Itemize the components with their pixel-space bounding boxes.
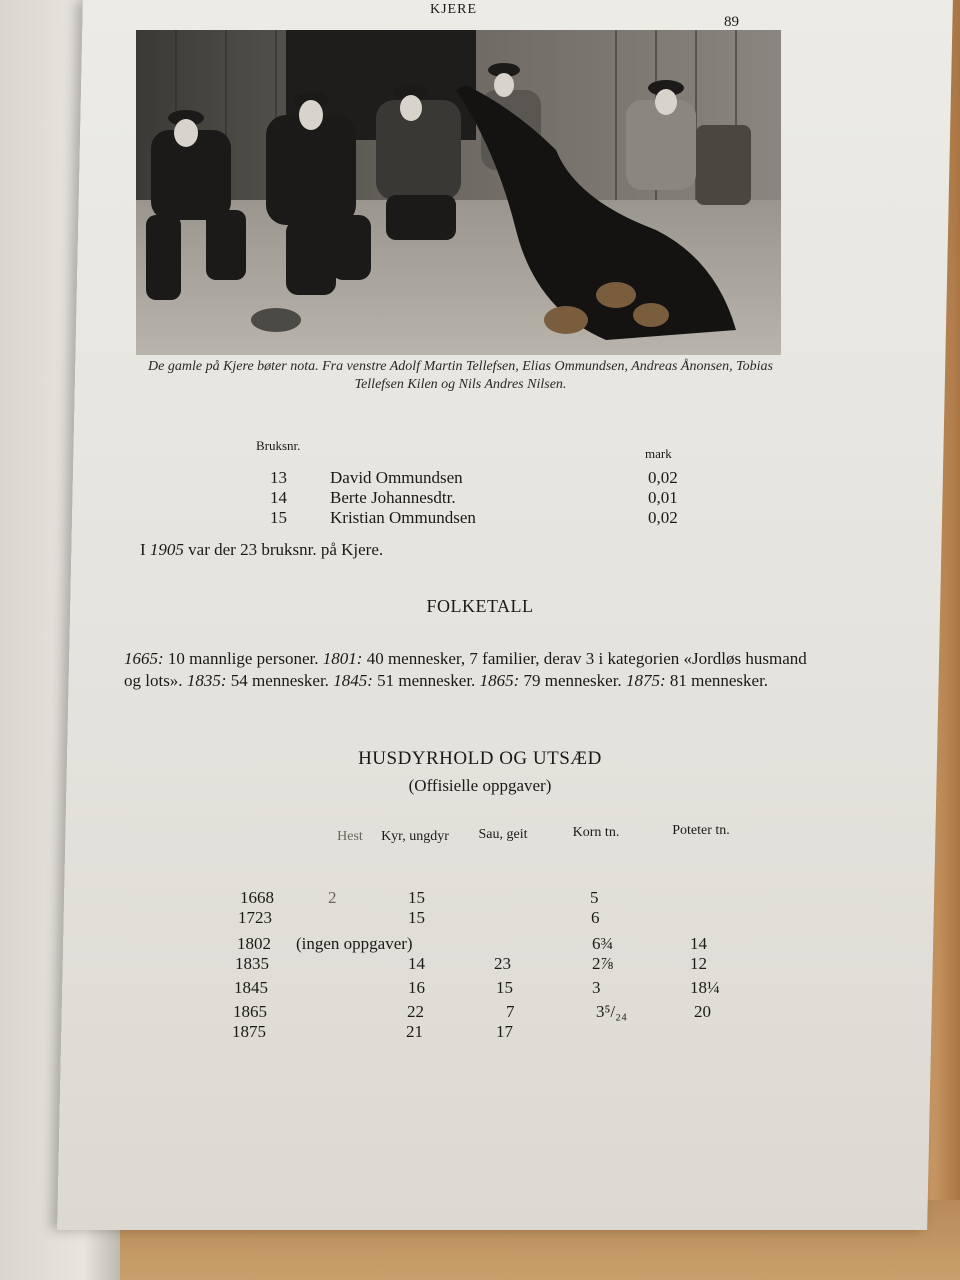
bruksnr-header: Bruksnr. bbox=[256, 438, 301, 453]
cell-kyr: 21 bbox=[406, 1022, 423, 1041]
col-header-korn: Korn tn. bbox=[572, 825, 620, 840]
cell-poteter: 20 bbox=[694, 1002, 711, 1021]
owner-name: David Ommundsen bbox=[330, 468, 463, 487]
cell-korn: 3⁵/₂₄ bbox=[596, 1002, 628, 1021]
cell-kyr: 14 bbox=[408, 954, 425, 973]
row-year: 1865 bbox=[233, 1002, 267, 1021]
folk-year: 1835: bbox=[186, 671, 227, 690]
line-1905 bbox=[140, 540, 383, 560]
row-year: 1723 bbox=[238, 908, 272, 927]
mark-value: 0,02 bbox=[648, 508, 678, 527]
row-year: 1845 bbox=[234, 978, 268, 997]
folk-year: 1801: bbox=[322, 649, 363, 668]
cell-korn: 6 bbox=[591, 908, 600, 927]
photograph bbox=[136, 30, 781, 355]
col-header-hest: Hest bbox=[337, 829, 363, 844]
col-header-poteter: Poteter tn. bbox=[672, 823, 730, 838]
cell-note: (ingen oppgaver) bbox=[296, 934, 413, 953]
line-1905-rest: var der 23 bruksnr. på Kjere. bbox=[183, 540, 384, 559]
table-row bbox=[0, 978, 960, 1000]
heading-folketall: FOLKETALL bbox=[426, 596, 534, 616]
cell-poteter: 12 bbox=[690, 954, 707, 973]
running-head: KJERE bbox=[430, 2, 477, 17]
bruks-row bbox=[270, 468, 700, 488]
cell-korn: 5 bbox=[590, 888, 599, 907]
cell-sau: 15 bbox=[496, 978, 513, 997]
cell-korn: 3 bbox=[592, 978, 601, 997]
line-1905-prefix: I bbox=[140, 540, 150, 559]
folketall-paragraph bbox=[124, 648, 824, 692]
owner-name: Berte Johannesdtr. bbox=[330, 488, 456, 507]
row-year: 1875 bbox=[232, 1022, 266, 1041]
folk-text: 54 mennesker. bbox=[226, 671, 334, 690]
bruks-row bbox=[270, 508, 700, 528]
folk-year: 1845: bbox=[333, 671, 373, 690]
bruks-number: 14 bbox=[270, 488, 287, 507]
table-row bbox=[0, 954, 960, 976]
table-row bbox=[0, 908, 960, 930]
mark-header: mark bbox=[645, 446, 672, 461]
row-year: 1668 bbox=[240, 888, 274, 907]
subheading-offisielle: (Offisielle oppgaver) bbox=[408, 776, 552, 795]
cell-korn: 2⅞ bbox=[592, 954, 614, 973]
bruks-number: 13 bbox=[270, 468, 287, 487]
folk-text: 79 mennesker. bbox=[519, 671, 626, 690]
bruks-number: 15 bbox=[270, 508, 287, 527]
table-row bbox=[0, 934, 960, 956]
owner-name: Kristian Ommundsen bbox=[330, 508, 476, 527]
mark-value: 0,02 bbox=[648, 468, 678, 487]
table-row bbox=[0, 1022, 960, 1044]
cell-sau: 23 bbox=[494, 954, 511, 973]
cell-poteter: 14 bbox=[690, 934, 707, 953]
row-year: 1835 bbox=[235, 954, 269, 973]
folk-text: 51 mennesker. bbox=[372, 671, 480, 690]
folk-year: 1665: bbox=[124, 649, 164, 668]
col-header-kyr: Kyr, ungdyr bbox=[381, 829, 449, 844]
cell-hest: 2 bbox=[328, 888, 337, 907]
folk-year: 1875: bbox=[625, 671, 666, 690]
cell-sau: 17 bbox=[496, 1022, 513, 1041]
photograph-image bbox=[136, 30, 781, 355]
row-year: 1802 bbox=[237, 934, 271, 953]
cell-sau: 7 bbox=[506, 1002, 515, 1021]
folk-text: 81 mennesker. bbox=[665, 671, 769, 690]
cell-poteter: 18¼ bbox=[690, 978, 720, 997]
page-number: 89 bbox=[724, 14, 739, 30]
folk-text: 10 mannlige personer. bbox=[163, 649, 323, 668]
col-header-sau: Sau, geit bbox=[478, 827, 528, 842]
cell-kyr: 16 bbox=[408, 978, 425, 997]
photo-caption: De gamle på Kjere bøter nota. Fra venstre Adolf Martin Tellefsen, Elias Ommundsen, Andreas Ånonsen, Tobias Tellefsen Kilen og Nils Andres Nilsen. bbox=[148, 359, 773, 392]
folk-year: 1865: bbox=[479, 671, 520, 690]
line-1905-year: 1905 bbox=[149, 540, 184, 559]
heading-husdyrhold: HUSDYRHOLD OG UTSÆD bbox=[358, 748, 602, 769]
table-row bbox=[0, 888, 960, 910]
table-row bbox=[0, 1002, 960, 1024]
bruks-row bbox=[270, 488, 700, 508]
mark-value: 0,01 bbox=[648, 488, 678, 507]
cell-kyr: 22 bbox=[407, 1002, 424, 1021]
cell-korn: 6¾ bbox=[592, 934, 614, 953]
cell-kyr: 15 bbox=[408, 888, 425, 907]
cell-kyr: 15 bbox=[408, 908, 425, 927]
folk-text: 40 mennesker, 7 familier, derav 3 i kategorien «Jordløs husmand og lots». bbox=[124, 649, 807, 690]
